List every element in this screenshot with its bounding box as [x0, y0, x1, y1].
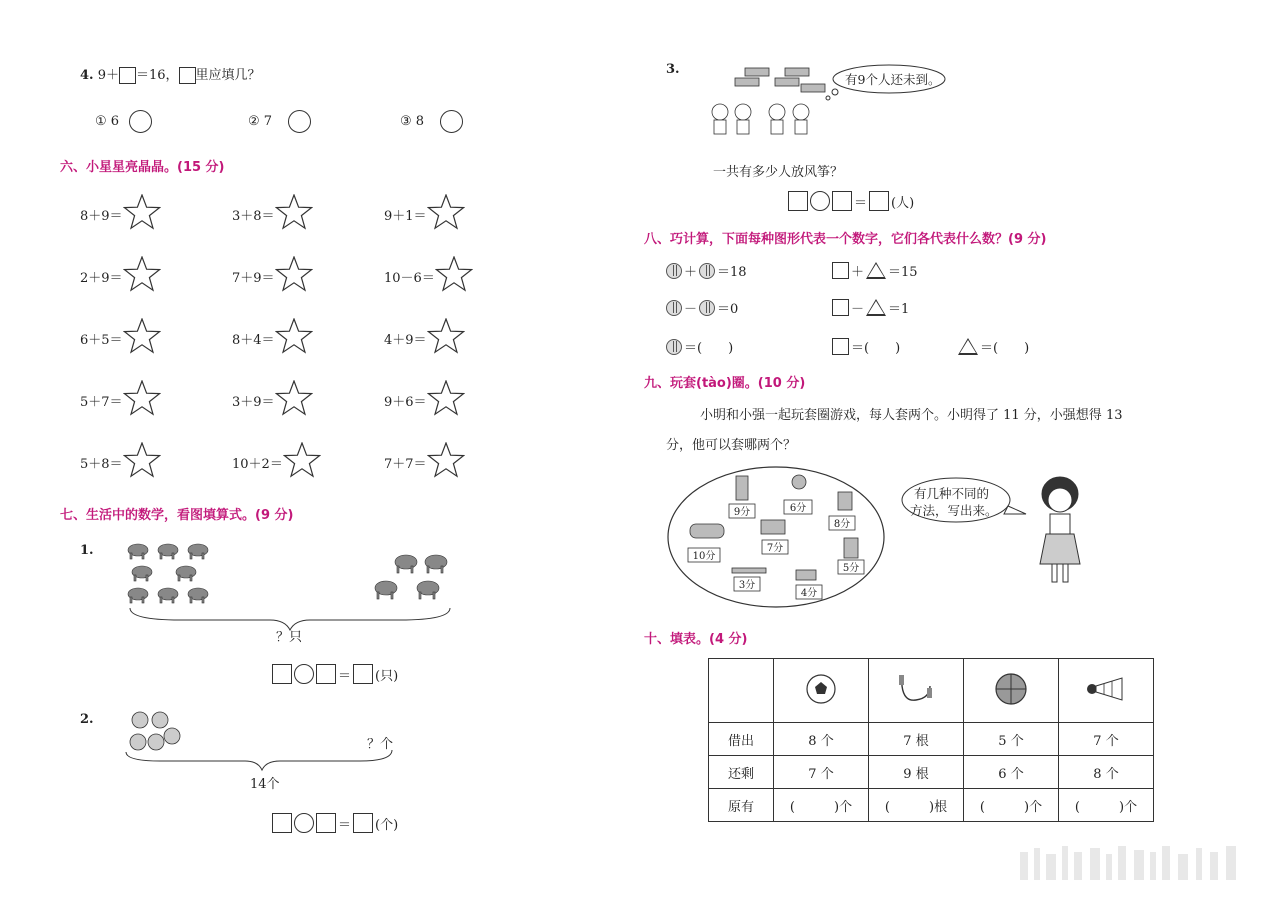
- star-icon[interactable]: [427, 442, 465, 482]
- sec9-bubble-line-1: 有几种不同的: [914, 486, 990, 501]
- header-football-cell: [774, 659, 869, 723]
- answer-cell[interactable]: ( )个: [1059, 789, 1154, 822]
- kite-icon: [775, 78, 799, 86]
- coin-icon: [666, 300, 682, 316]
- equation-text: 5＋7＝: [80, 394, 123, 410]
- answer-box[interactable]: [869, 191, 889, 211]
- equation-text: 4＋9＝: [384, 332, 427, 348]
- star-equation: [232, 380, 313, 420]
- table-row: [709, 723, 1154, 756]
- elephant-icon: [395, 555, 417, 573]
- girl-icon: [1040, 477, 1080, 582]
- volleyball-icon: [130, 734, 146, 750]
- coin-icon: [699, 300, 715, 316]
- table-cell: 5 个: [964, 723, 1059, 756]
- eraser-icon: [796, 570, 816, 580]
- kite-icon: [745, 68, 769, 76]
- kite-icon: [785, 68, 809, 76]
- square-icon: [832, 338, 849, 355]
- equation-text: 8＋9＝: [80, 208, 123, 224]
- equation-text: 5＋8＝: [80, 456, 123, 472]
- operator-circle[interactable]: [294, 813, 314, 833]
- section-10-title: 十、填表。(4 分): [644, 632, 748, 647]
- shuttlecock-icon: [1084, 674, 1128, 704]
- table-row: [709, 789, 1154, 822]
- volleyball-icon: [152, 712, 168, 728]
- star-equation: [80, 256, 161, 296]
- elephant-icon: [176, 566, 196, 581]
- sec9-line-1: 小明和小强一起玩套圈游戏，每人套两个。小明得了 11 分，小强想得 13: [700, 408, 1123, 423]
- volleyball-icon: [132, 712, 148, 728]
- triangle-icon: [866, 299, 886, 316]
- table-cell: 6 个: [964, 756, 1059, 789]
- q4-blank-box-2[interactable]: [179, 67, 196, 84]
- section-7-title: 七、生活中的数学，看图填算式。(9 分): [60, 508, 294, 523]
- answer-box[interactable]: [353, 664, 373, 684]
- kite-icon: [735, 78, 759, 86]
- sec8-eq-1: ＋ ＝18: [666, 261, 747, 280]
- score-label: 3分: [738, 580, 756, 591]
- star-equation: [384, 380, 465, 420]
- sec8-eq-3: － ＝0: [666, 298, 738, 317]
- p2-question: ？个: [367, 737, 394, 752]
- q4-post: 里应填几？: [195, 68, 261, 83]
- triangle-icon: [866, 262, 886, 279]
- equation-text: 9＋6＝: [384, 394, 427, 410]
- answer-circle[interactable]: [440, 110, 463, 133]
- q4-option-3-label: ③ 8: [400, 114, 425, 129]
- balls-picture: [120, 706, 400, 776]
- q4-blank-box[interactable]: [119, 67, 136, 84]
- sec8-eq-4: － ＝1: [832, 298, 909, 317]
- star-icon[interactable]: [275, 256, 313, 296]
- star-icon[interactable]: [275, 380, 313, 420]
- pencil-icon: [732, 568, 766, 573]
- row-label: 借出: [709, 723, 774, 756]
- q4-line: [80, 64, 261, 84]
- equation-text: 10－6＝: [384, 270, 435, 286]
- star-icon[interactable]: [283, 442, 321, 482]
- sec8-eq-2: ＋ ＝15: [832, 261, 918, 280]
- star-equation: [384, 318, 465, 358]
- section-9-title: 九、玩套(tào)圈。(10 分): [644, 376, 806, 391]
- answer-circle[interactable]: [288, 110, 311, 133]
- triangle-icon: [958, 338, 978, 355]
- equation-text: 9＋1＝: [384, 208, 427, 224]
- answer-cell[interactable]: ( )个: [964, 789, 1059, 822]
- star-icon[interactable]: [123, 442, 161, 482]
- fill-table: [708, 658, 1154, 822]
- volleyball-icon: [164, 728, 180, 744]
- bear-icon: [838, 492, 852, 510]
- elephant-icon: [188, 588, 208, 603]
- p1-question: ？只: [276, 630, 303, 645]
- elephant-icon: [425, 555, 447, 573]
- table-cell: 9 根: [869, 756, 964, 789]
- p1-number: 1.: [80, 543, 94, 558]
- star-equation: [80, 380, 161, 420]
- star-equation: [232, 442, 321, 482]
- table-cell: 7 个: [774, 756, 869, 789]
- ring-toss-picture: [666, 464, 1096, 614]
- equation-text: 6＋5＝: [80, 332, 123, 348]
- star-equation: [232, 318, 313, 358]
- volleyball-icon: [148, 734, 164, 750]
- star-equation: [384, 194, 465, 234]
- star-icon[interactable]: [123, 194, 161, 234]
- kite-icon: [801, 84, 825, 92]
- q4-option-1[interactable]: [95, 110, 152, 133]
- p1-unit: (只): [375, 668, 399, 684]
- elephant-icon: [188, 544, 208, 559]
- bag-icon: [844, 538, 858, 558]
- p2-total: 14个: [250, 777, 280, 792]
- score-label: 4分: [800, 588, 818, 599]
- star-equation: [384, 442, 465, 482]
- table-cell: 8 个: [774, 723, 869, 756]
- header-jumprope-cell: [869, 659, 964, 723]
- star-icon[interactable]: [427, 318, 465, 358]
- equation-text: 7＋7＝: [384, 456, 427, 472]
- equation-text: 3＋9＝: [232, 394, 275, 410]
- star-icon[interactable]: [275, 318, 313, 358]
- answer-cell[interactable]: ( )根: [869, 789, 964, 822]
- answer-box[interactable]: [832, 191, 852, 211]
- score-label: 9分: [733, 507, 751, 518]
- operator-circle[interactable]: [810, 191, 830, 211]
- answer-box[interactable]: [353, 813, 373, 833]
- q3-unit: (人): [891, 195, 915, 211]
- p2-number: 2.: [80, 712, 94, 727]
- header-basketball-cell: [964, 659, 1059, 723]
- child-icon: [735, 104, 751, 120]
- star-icon[interactable]: [123, 256, 161, 296]
- coin-icon: [666, 263, 682, 279]
- sec8-ans-square[interactable]: ＝( ): [832, 337, 900, 356]
- q3-equation: ＝ (人): [788, 191, 914, 211]
- star-equation: [80, 194, 161, 234]
- sec8-ans-triangle[interactable]: ＝( ): [958, 337, 1029, 356]
- header-shuttlecock-cell: [1059, 659, 1154, 723]
- equation-text: 10＋2＝: [232, 456, 283, 472]
- elephant-icon: [158, 588, 178, 603]
- star-equation: [80, 318, 161, 358]
- elephant-icon: [417, 581, 439, 599]
- elephant-icon: [132, 566, 152, 581]
- score-label: 5分: [842, 563, 860, 574]
- coin-icon: [699, 263, 715, 279]
- star-icon[interactable]: [275, 194, 313, 234]
- q4-number: 4.: [80, 68, 94, 83]
- elephant-icon: [128, 588, 148, 603]
- p2-unit: (个): [375, 817, 399, 833]
- q3-number: 3.: [666, 62, 680, 77]
- sec9-bubble-line-2: 方法，写出来。: [910, 503, 998, 518]
- star-icon[interactable]: [123, 318, 161, 358]
- sec8-ans-coin[interactable]: ＝( ): [666, 337, 733, 356]
- score-label: 6分: [789, 503, 807, 514]
- q3-bubble-text: 有9个人还未到。: [845, 72, 941, 87]
- q4-mid: ＝16，: [136, 68, 179, 83]
- star-icon[interactable]: [427, 194, 465, 234]
- score-label: 8分: [833, 519, 851, 530]
- table-cell: 7 个: [1059, 723, 1154, 756]
- table-row: [709, 756, 1154, 789]
- robot-icon: [736, 476, 748, 500]
- equation-text: 8＋4＝: [232, 332, 275, 348]
- elephant-icon: [375, 581, 397, 599]
- q4-option-3[interactable]: [400, 110, 463, 133]
- jump-rope-icon: [894, 672, 938, 706]
- sec9-line-2: 分，他可以套哪两个？: [666, 438, 797, 453]
- star-equation: [232, 194, 313, 234]
- q4-option-2-label: ② 7: [248, 114, 273, 129]
- table-cell: 8 个: [1059, 756, 1154, 789]
- q4-pre: 9＋: [97, 68, 119, 83]
- p1-equation: ＝ (只): [272, 664, 398, 684]
- answer-cell[interactable]: ( )个: [774, 789, 869, 822]
- equation-text: 7＋9＝: [232, 270, 275, 286]
- car-icon: [690, 524, 724, 538]
- answer-box[interactable]: [316, 813, 336, 833]
- answer-box[interactable]: [272, 664, 292, 684]
- football-icon: [804, 672, 838, 706]
- books-icon: [761, 520, 785, 534]
- table-corner-cell: [709, 659, 774, 723]
- star-icon[interactable]: [435, 256, 473, 296]
- child-icon: [712, 104, 728, 120]
- table-header-row: [709, 659, 1154, 723]
- operator-circle[interactable]: [294, 664, 314, 684]
- equation-text: 2＋9＝: [80, 270, 123, 286]
- coin-icon: [666, 339, 682, 355]
- square-icon: [832, 262, 849, 279]
- answer-circle[interactable]: [129, 110, 152, 133]
- child-icon: [769, 104, 785, 120]
- star-icon[interactable]: [123, 380, 161, 420]
- square-icon: [832, 299, 849, 316]
- elephant-icon: [158, 544, 178, 559]
- star-equation: [384, 256, 473, 296]
- basketball-icon: [993, 671, 1029, 707]
- answer-box[interactable]: [272, 813, 292, 833]
- q3-question: 一共有多少人放风筝？: [713, 165, 844, 180]
- elephant-icon: [128, 544, 148, 559]
- star-equation: [232, 256, 313, 296]
- section-6-title: 六、小星星亮晶晶。(15 分): [60, 160, 225, 175]
- answer-box[interactable]: [316, 664, 336, 684]
- star-icon[interactable]: [427, 380, 465, 420]
- p2-equation: ＝ (个): [272, 813, 398, 833]
- score-label: 7分: [766, 543, 784, 554]
- row-label: 还剩: [709, 756, 774, 789]
- star-equation: [80, 442, 161, 482]
- table-cell: 7 根: [869, 723, 964, 756]
- q4-option-1-label: ① 6: [95, 114, 120, 129]
- section-8-title: 八、巧计算，下面每种图形代表一个数字，它们各代表什么数？(9 分): [644, 232, 1047, 247]
- score-label: 10分: [692, 551, 716, 562]
- q4-option-2[interactable]: [248, 110, 311, 133]
- answer-box[interactable]: [788, 191, 808, 211]
- doll-icon: [792, 475, 806, 489]
- equation-text: 3＋8＝: [232, 208, 275, 224]
- watermark-bars: [1010, 842, 1250, 882]
- row-label: 原有: [709, 789, 774, 822]
- child-icon: [793, 104, 809, 120]
